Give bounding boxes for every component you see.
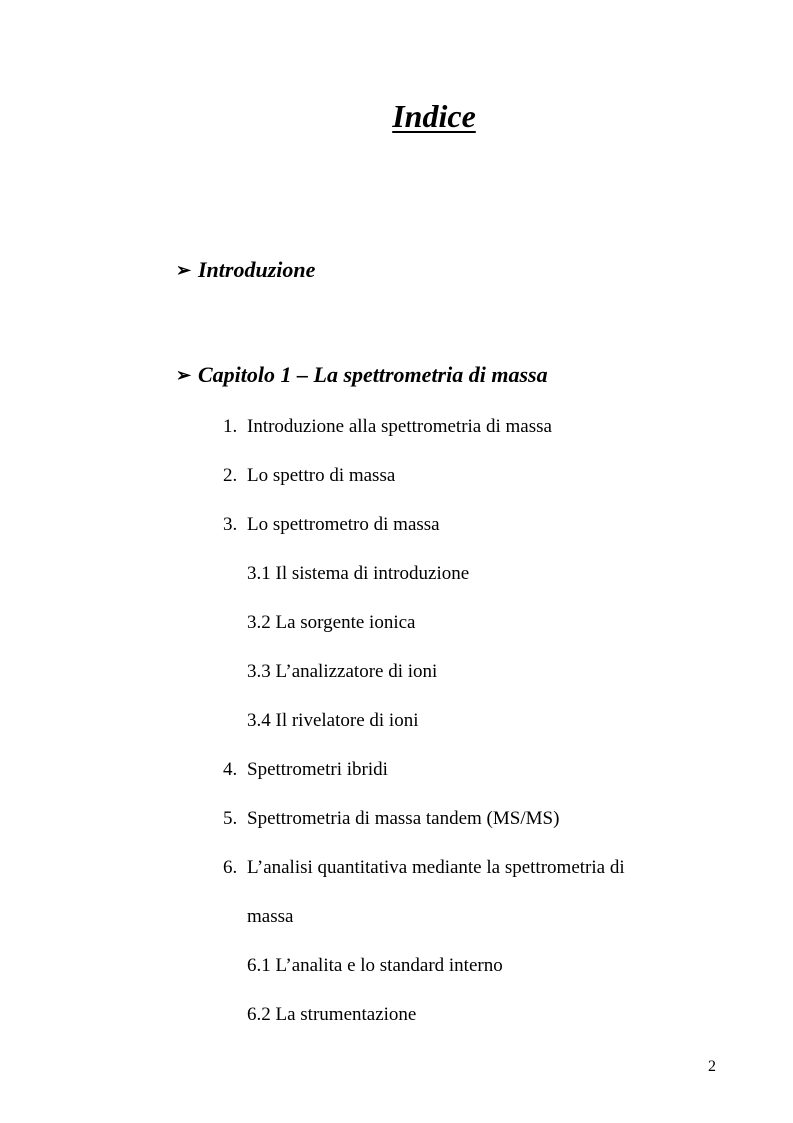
toc-entry-5 [223, 807, 559, 831]
section-label: Introduzione [198, 257, 316, 282]
toc-entry-3-1 [247, 562, 469, 586]
section-label: Capitolo 1 – La spettrometria di massa [198, 362, 548, 387]
entry-number: 6. [223, 857, 238, 878]
entry-number: 3. [223, 514, 238, 535]
entry-text: Lo spettro di massa [247, 465, 396, 486]
entry-text: 6.2 La strumentazione [247, 1004, 417, 1025]
toc-entry-4 [223, 758, 388, 782]
entry-text: 3.4 Il rivelatore di ioni [247, 710, 419, 731]
arrow-bullet-icon: ➢ [176, 260, 192, 280]
toc-entry-6-continued [247, 905, 293, 929]
entry-text: massa [247, 906, 294, 927]
entry-text: Spettrometri ibridi [247, 759, 388, 780]
toc-entry-1 [223, 415, 552, 439]
toc-entry-6-2 [247, 1003, 416, 1027]
toc-entry-3 [223, 513, 440, 537]
entry-text: Lo spettrometro di massa [247, 514, 440, 535]
toc-entry-3-2 [247, 611, 416, 635]
page-title: Indice [392, 98, 476, 134]
toc-section-introduzione [176, 256, 315, 284]
entry-number: 1. [223, 416, 238, 437]
entry-number: 2. [223, 465, 238, 486]
arrow-bullet-icon: ➢ [176, 365, 192, 385]
toc-entry-6 [223, 856, 625, 880]
entry-text: 3.3 L’analizzatore di ioni [247, 661, 438, 682]
entry-text: 3.2 La sorgente ionica [247, 612, 416, 633]
entry-text: Spettrometria di massa tandem (MS/MS) [247, 808, 560, 829]
entry-text: 3.1 Il sistema di introduzione [247, 563, 470, 584]
entry-number: 5. [223, 808, 238, 829]
toc-entry-3-4 [247, 709, 418, 733]
toc-section-capitolo-1 [176, 361, 548, 389]
entry-text: 6.1 L’analita e lo standard interno [247, 955, 503, 976]
toc-entry-3-3 [247, 660, 437, 684]
entry-text: Introduzione alla spettrometria di massa [247, 416, 552, 437]
toc-entry-6-1 [247, 954, 503, 978]
toc-entry-2 [223, 464, 395, 488]
entry-text: L’analisi quantitativa mediante la spettrometria di [247, 857, 625, 878]
page-number: 2 [708, 1058, 716, 1075]
entry-number: 4. [223, 759, 238, 780]
